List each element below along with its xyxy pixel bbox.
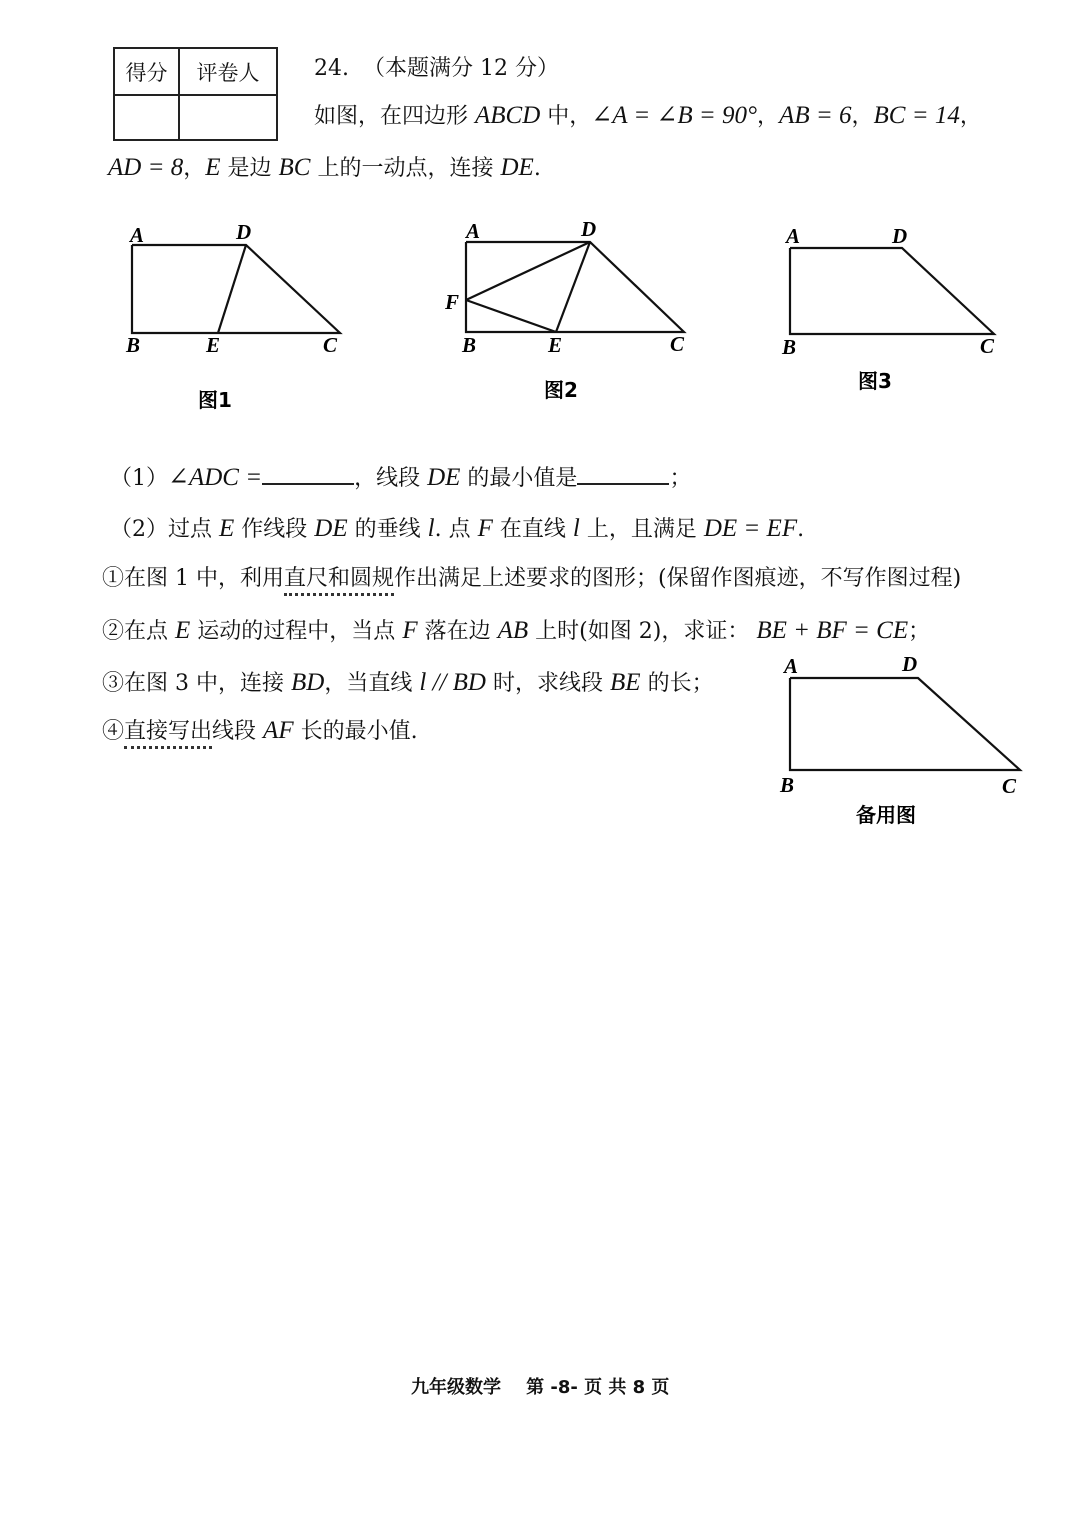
text: . 点	[434, 517, 471, 542]
text: ，	[851, 104, 874, 129]
score-table	[113, 47, 278, 141]
text: ；	[669, 466, 692, 491]
math: AF	[263, 717, 294, 744]
fig1-quadrilateral	[132, 245, 340, 333]
question-intro-line-2	[108, 151, 541, 182]
fig1-label-d: D	[236, 220, 252, 244]
text: 长的最小值.	[300, 719, 418, 744]
subpart-3	[102, 666, 714, 697]
fig3-label-c: C	[980, 334, 995, 358]
text: 如图，在四边形	[314, 104, 469, 129]
question-intro-line-1	[314, 99, 982, 130]
text: ①在图 1 中，利用	[102, 566, 284, 591]
fig3-label-d: D	[892, 224, 908, 248]
part-1	[110, 461, 691, 492]
spare-figure	[770, 650, 1030, 840]
text: 在直线	[499, 517, 566, 542]
fig2-quadrilateral	[466, 242, 684, 332]
question-header	[314, 51, 559, 82]
text: （2）过点	[110, 517, 212, 542]
math: DE	[427, 464, 461, 491]
math: E	[175, 617, 191, 644]
fig2-caption: 图2	[544, 378, 578, 402]
math: l	[572, 515, 580, 542]
text: 上，且满足	[586, 517, 697, 542]
figure-1	[110, 215, 370, 420]
text: 运动的过程中，当点	[197, 619, 396, 644]
fig2-label-a: A	[466, 219, 481, 243]
math: DE	[314, 515, 348, 542]
math: AD = 8	[108, 154, 184, 181]
part-2	[110, 512, 804, 543]
math: l // BD	[419, 669, 486, 696]
text: .	[533, 156, 541, 181]
fig2-label-b: B	[462, 333, 477, 357]
fig2-segment-fe	[466, 300, 556, 332]
text: ，	[757, 104, 780, 129]
text: ，	[959, 104, 982, 129]
text: 上的一动点，连接	[317, 156, 494, 181]
fig1-label-b: B	[126, 333, 141, 357]
grader-header: 评卷人	[179, 48, 277, 95]
text: 的垂线	[354, 517, 421, 542]
math: DE = EF	[703, 515, 798, 542]
spare-label-a: A	[784, 654, 799, 678]
score-header: 得分	[114, 48, 179, 95]
fig2-label-f: F	[445, 290, 460, 314]
math: ∠ADC =	[168, 464, 263, 491]
math: BE + BF = CE	[756, 617, 909, 644]
subpart-4	[102, 714, 418, 745]
fig3-label-b: B	[782, 335, 797, 359]
figure-2	[440, 212, 710, 407]
math: F	[402, 617, 418, 644]
subpart-1	[102, 561, 961, 592]
fig3-caption: 图3	[858, 369, 892, 393]
footer-page: 第 -8- 页 共 8 页	[526, 1377, 670, 1398]
score-cell	[114, 95, 179, 140]
math: l	[427, 515, 435, 542]
text: ，	[183, 156, 206, 181]
spare-label-c: C	[1002, 774, 1017, 798]
spare-label-d: D	[902, 652, 918, 676]
spare-caption: 备用图	[856, 803, 916, 827]
math: AB	[497, 617, 529, 644]
fig1-label-a: A	[130, 223, 145, 247]
math: BC = 14	[873, 102, 960, 129]
text: 的长；	[647, 671, 714, 696]
math: BE	[610, 669, 641, 696]
fig2-label-d: D	[581, 217, 597, 241]
text: （1）	[110, 466, 168, 491]
text: 落在边	[424, 619, 491, 644]
text: 线段	[212, 719, 257, 744]
fig2-label-c: C	[670, 332, 685, 356]
question-points: （本题满分 12 分）	[363, 56, 559, 81]
text: 是边	[227, 156, 272, 181]
fig1-segment-de	[218, 245, 246, 333]
page-footer	[411, 1373, 669, 1399]
math: F	[477, 515, 493, 542]
spare-label-b: B	[780, 773, 795, 797]
text: 的最小值是	[467, 466, 578, 491]
fig2-label-e: E	[548, 333, 563, 357]
subpart-2	[102, 614, 930, 645]
text: 上时(如图 2)，求证：	[535, 619, 750, 644]
fig3-label-a: A	[786, 224, 801, 248]
fig1-label-c: C	[323, 333, 338, 357]
text: ，当直线	[324, 671, 413, 696]
spare-quadrilateral	[790, 678, 1020, 770]
question-number: 24.	[314, 56, 349, 81]
math: E	[205, 154, 221, 181]
math: E	[219, 515, 235, 542]
text: 中，	[547, 104, 592, 129]
fig1-label-e: E	[206, 333, 221, 357]
figure-3	[770, 218, 1020, 398]
text: ②在点	[102, 619, 169, 644]
emphasized-text: 直尺和圆规	[284, 566, 394, 596]
math: DE	[500, 154, 534, 181]
text: 作线段	[241, 517, 308, 542]
text: 时，求线段	[493, 671, 604, 696]
text: 作出满足上述要求的图形；(保留作图痕迹，不写作图过程)	[394, 566, 962, 591]
math: ∠A = ∠B = 90°	[591, 102, 758, 129]
answer-blank-angle-adc[interactable]	[262, 461, 354, 485]
grader-cell	[179, 95, 277, 140]
math: ABCD	[475, 102, 541, 129]
answer-blank-de-min[interactable]	[577, 461, 669, 485]
text: ④	[102, 719, 125, 744]
text: ③在图 3 中，连接	[102, 671, 284, 696]
fig3-quadrilateral	[790, 248, 994, 334]
math: BD	[290, 669, 325, 696]
emphasized-text: 直接写出	[124, 719, 212, 749]
text: ；	[908, 619, 931, 644]
math: AB = 6	[779, 102, 852, 129]
text: .	[797, 517, 805, 542]
fig1-caption: 图1	[198, 388, 232, 412]
footer-subject: 九年级数学	[411, 1377, 501, 1398]
text: ，线段	[354, 466, 421, 491]
math: BC	[278, 154, 311, 181]
